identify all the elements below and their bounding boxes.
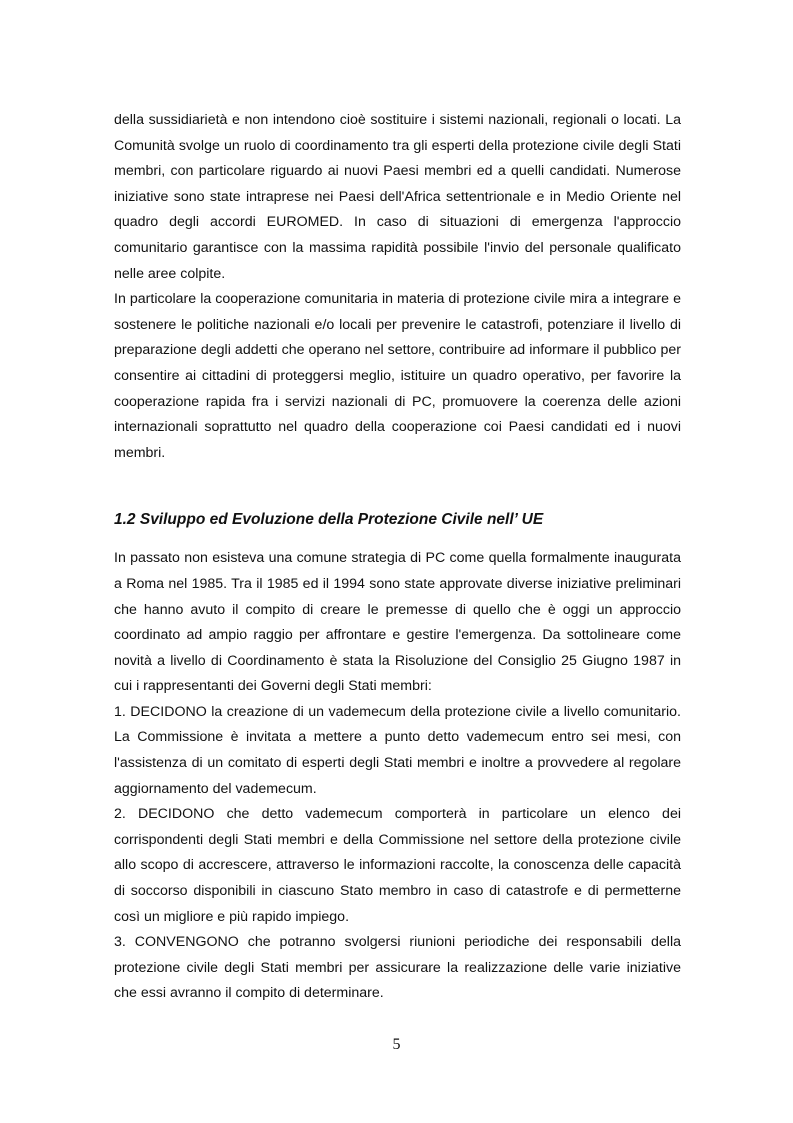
paragraph-intro-continuation: della sussidiarietà e non intendono cioè sostituire i sistemi nazionali, regionali o locati. La Comunità svolge un ruolo di coordinamento tra gli esperti della protezione civile degli Stati membri, con particolare riguardo ai nuovi Paesi membri ed a quelli candidati. Numerose iniziative sono state intraprese nei Paesi dell'Africa settentrionale e in Medio Oriente nel quadro degli accordi EUROMED. In caso di situazioni di emergenza l'approccio comunitario garantisce con la massima rapidità possibile l'invio del personale qualificato nelle aree colpite. [114,112,681,282]
paragraph-cooperation: In particolare la cooperazione comunitaria in materia di protezione civile mira a integrare e sostenere le politiche nazionali e/o locali per prevenire le catastrofi, potenziare il livello di preparazione degli addetti che operano nel settore, contribuire ad informare il pubblico per consentire ai cittadini di proteggersi meglio, istituire un quadro operativo, per favorire la cooperazione rapida fra i servizi nazionali di PC, promuovere la coerenza delle azioni internazionali soprattutto nel quadro della cooperazione coi Paesi candidati ed i nuovi membri. [114,291,681,461]
list-item-convengono-3: 3. CONVENGONO che potranno svolgersi riunioni periodiche dei responsabili della protezione civile degli Stati membri per assicurare la realizzazione delle varie iniziative che essi avranno il compito di determinare. [114,934,681,1002]
list-item-decidono-1: 1. DECIDONO la creazione di un vademecum della protezione civile a livello comunitario. La Commissione è invitata a mettere a punto detto vademecum entro sei mesi, con l'assistenza di un comitato di esperti degli Stati membri e inoltre a provvedere al regolare aggiornamento del vademecum. [114,703,681,797]
document-body [114,108,681,1007]
section-heading: 1.2 Sviluppo ed Evoluzione della Protezione Civile nell’ UE [114,511,544,529]
list-item-decidono-2: 2. DECIDONO che detto vademecum comporterà in particolare un elenco dei corrispondenti degli Stati membri e della Commissione nel settore della protezione civile allo scopo di accrescere, attraverso le informazioni raccolte, la conoscenza delle capacità di soccorso disponibili in ciascuno Stato membro in caso di catastrofe e di permetterne così un migliore e più rapido impiego. [114,806,681,925]
page-number: 5 [392,1036,401,1053]
paragraph-history: In passato non esisteva una comune strategia di PC come quella formalmente inaugurata a Roma nel 1985. Tra il 1985 ed il 1994 sono state approvate diverse iniziative preliminari che hanno avuto il compito di creare le premesse di quello che è oggi un approccio coordinato ad ampio raggio per affrontare e gestire l'emergenza. Da sottolineare come novità a livello di Coordinamento è stata la Risoluzione del Consiglio 25 Giugno 1987 in cui i rappresentanti dei Governi degli Stati membri: [114,550,681,695]
